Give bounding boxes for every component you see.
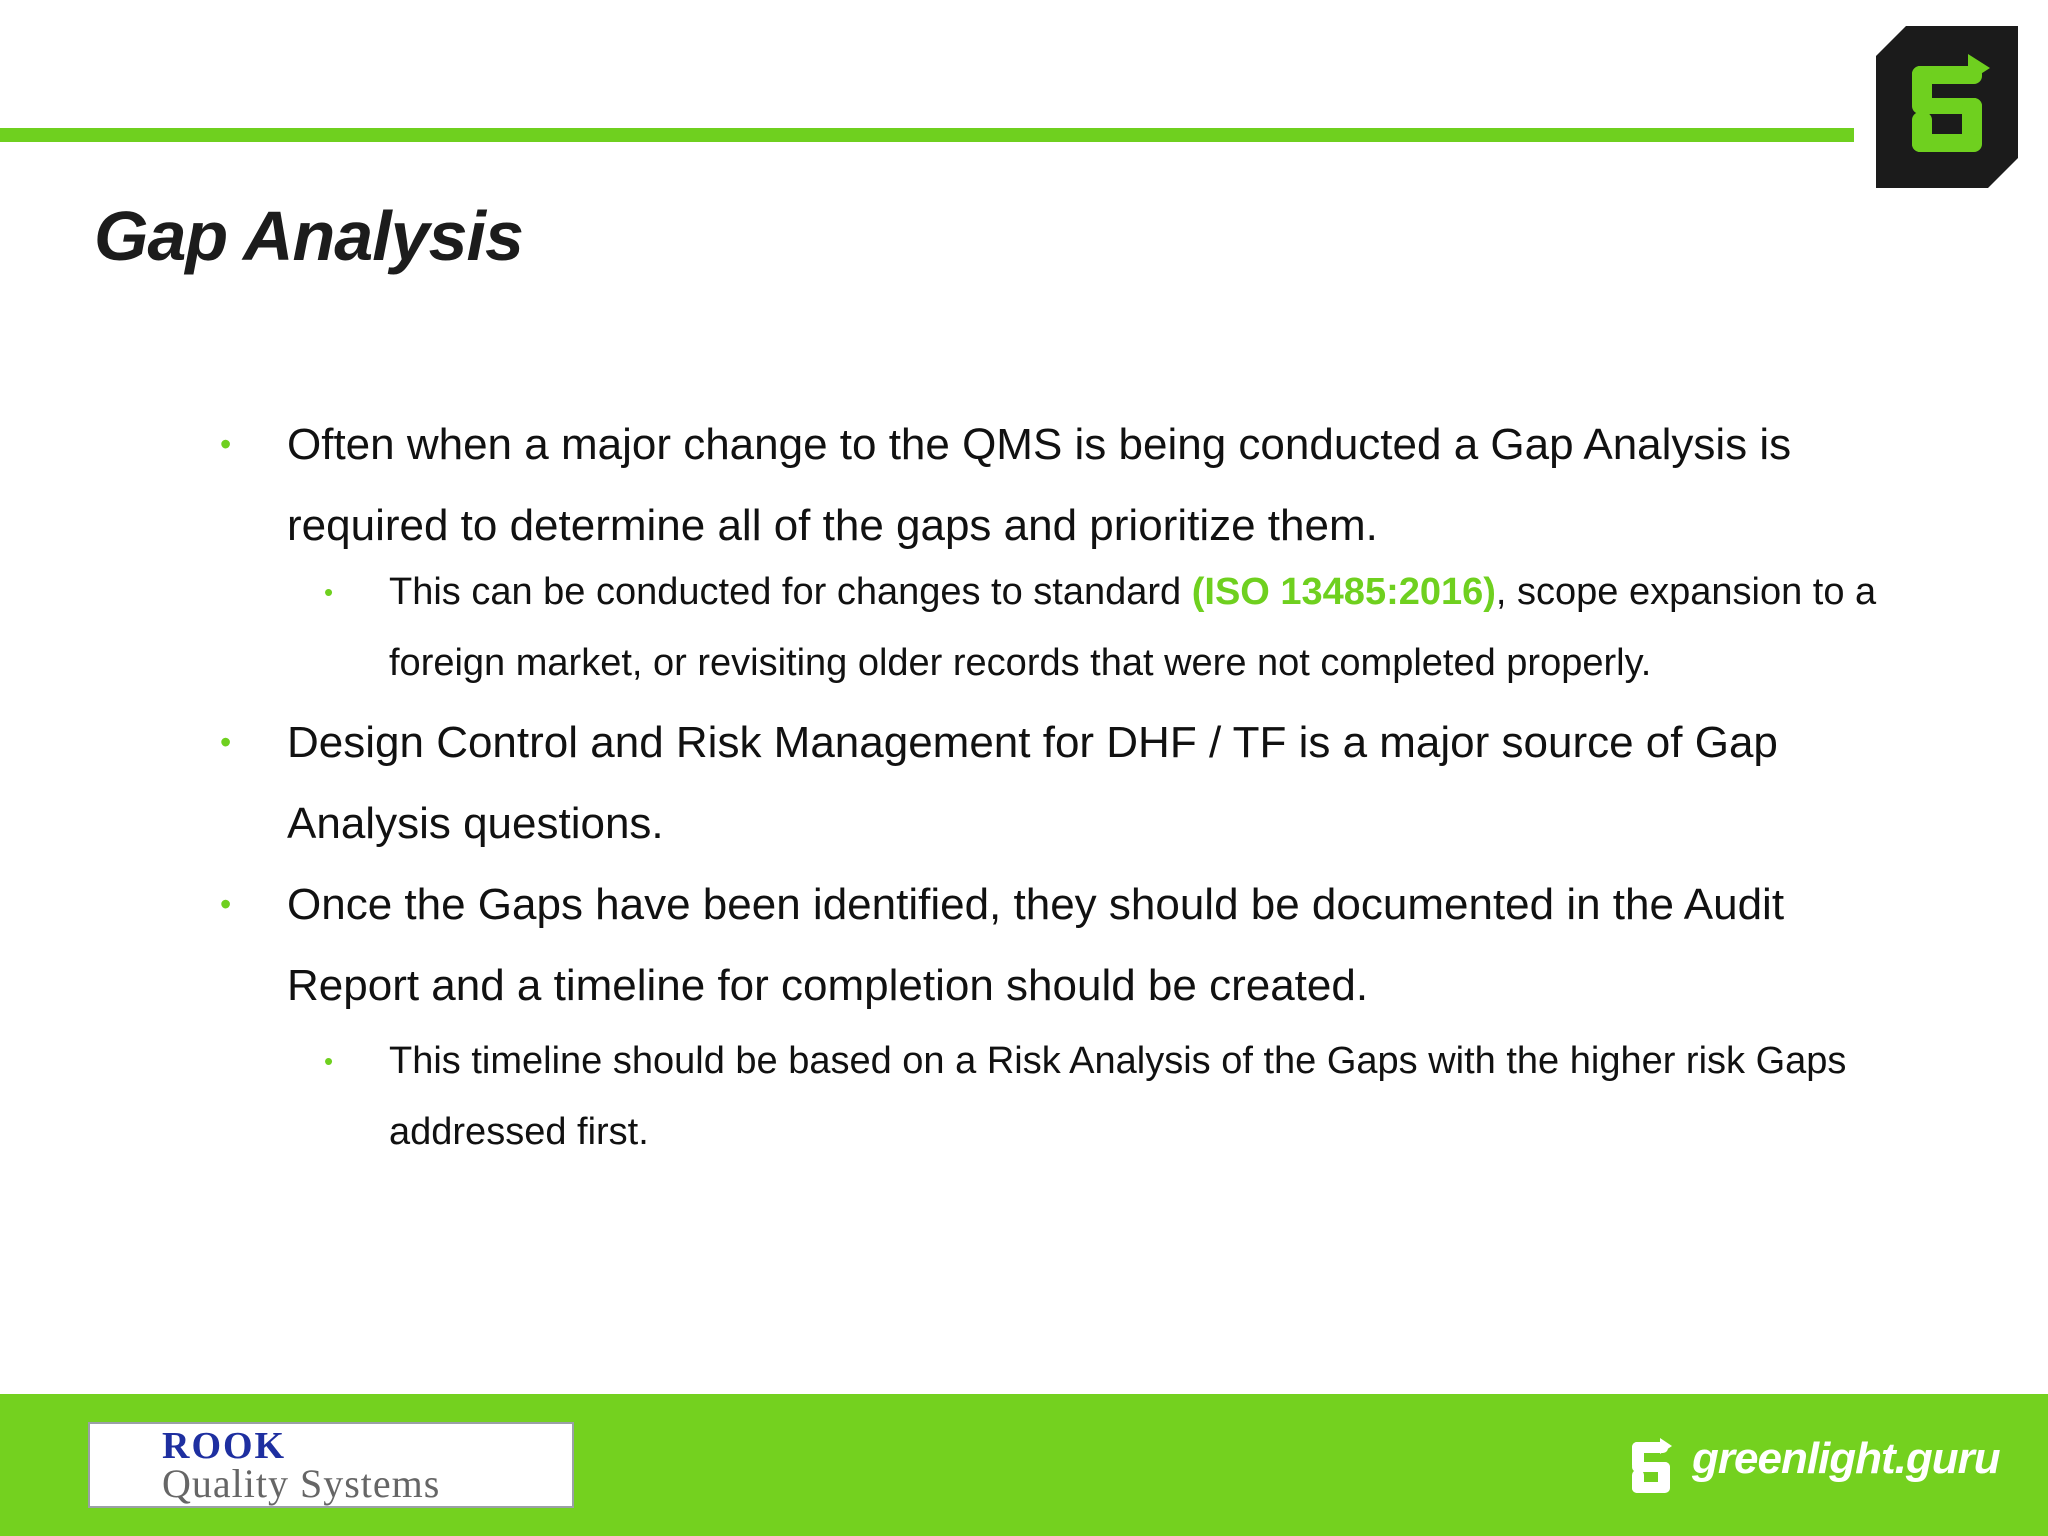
bullet-item xyxy=(220,864,1867,1026)
bullet-dot-icon: • xyxy=(220,724,232,760)
bullet-text: Often when a major change to the QMS is being conducted a Gap Analysis is required to determine all of the gaps and prioritize them. xyxy=(287,420,1792,550)
iso-standard-highlight: (ISO 13485:2016) xyxy=(1191,571,1496,613)
bullet-dot-icon: • xyxy=(220,886,232,922)
rook-quality-systems-logo xyxy=(88,1422,574,1508)
sub-bullet-text-before: This can be conducted for changes to standard xyxy=(389,571,1192,613)
bullet-text: Once the Gaps have been identified, they should be documented in the Audit Report and a timeline for completion should be created. xyxy=(287,880,1785,1010)
rook-logo-line1: ROOK xyxy=(162,1425,287,1467)
bullet-dot-icon: • xyxy=(324,577,334,607)
rook-logo-line2: Quality Systems xyxy=(162,1461,441,1506)
slide-title: Gap Analysis xyxy=(94,197,523,275)
bullet-item xyxy=(220,404,1867,566)
sub-bullet-text xyxy=(389,557,1929,699)
sub-bullet-text: This timeline should be based on a Risk Analysis of the Gaps with the higher risk Gaps addressed first. xyxy=(389,1040,1847,1153)
sub-bullet-item xyxy=(324,557,1929,699)
sub-bullet-item xyxy=(324,1026,1929,1168)
greenlight-guru-wordmark: greenlight.guru xyxy=(1692,1434,2000,1483)
greenlight-g-icon xyxy=(1630,1438,1674,1496)
bullet-text: Design Control and Risk Management for DHF / TF is a major source of Gap Analysis questions. xyxy=(287,718,1778,848)
greenlight-guru-logo xyxy=(1630,1434,2000,1498)
bullet-item xyxy=(220,702,1867,864)
bullet-dot-icon: • xyxy=(324,1046,334,1076)
sub-bullet-text-after: , scope expansion to a foreign market, or revisiting older records that were not completed properly. xyxy=(389,571,1877,684)
bullet-dot-icon: • xyxy=(220,426,232,462)
